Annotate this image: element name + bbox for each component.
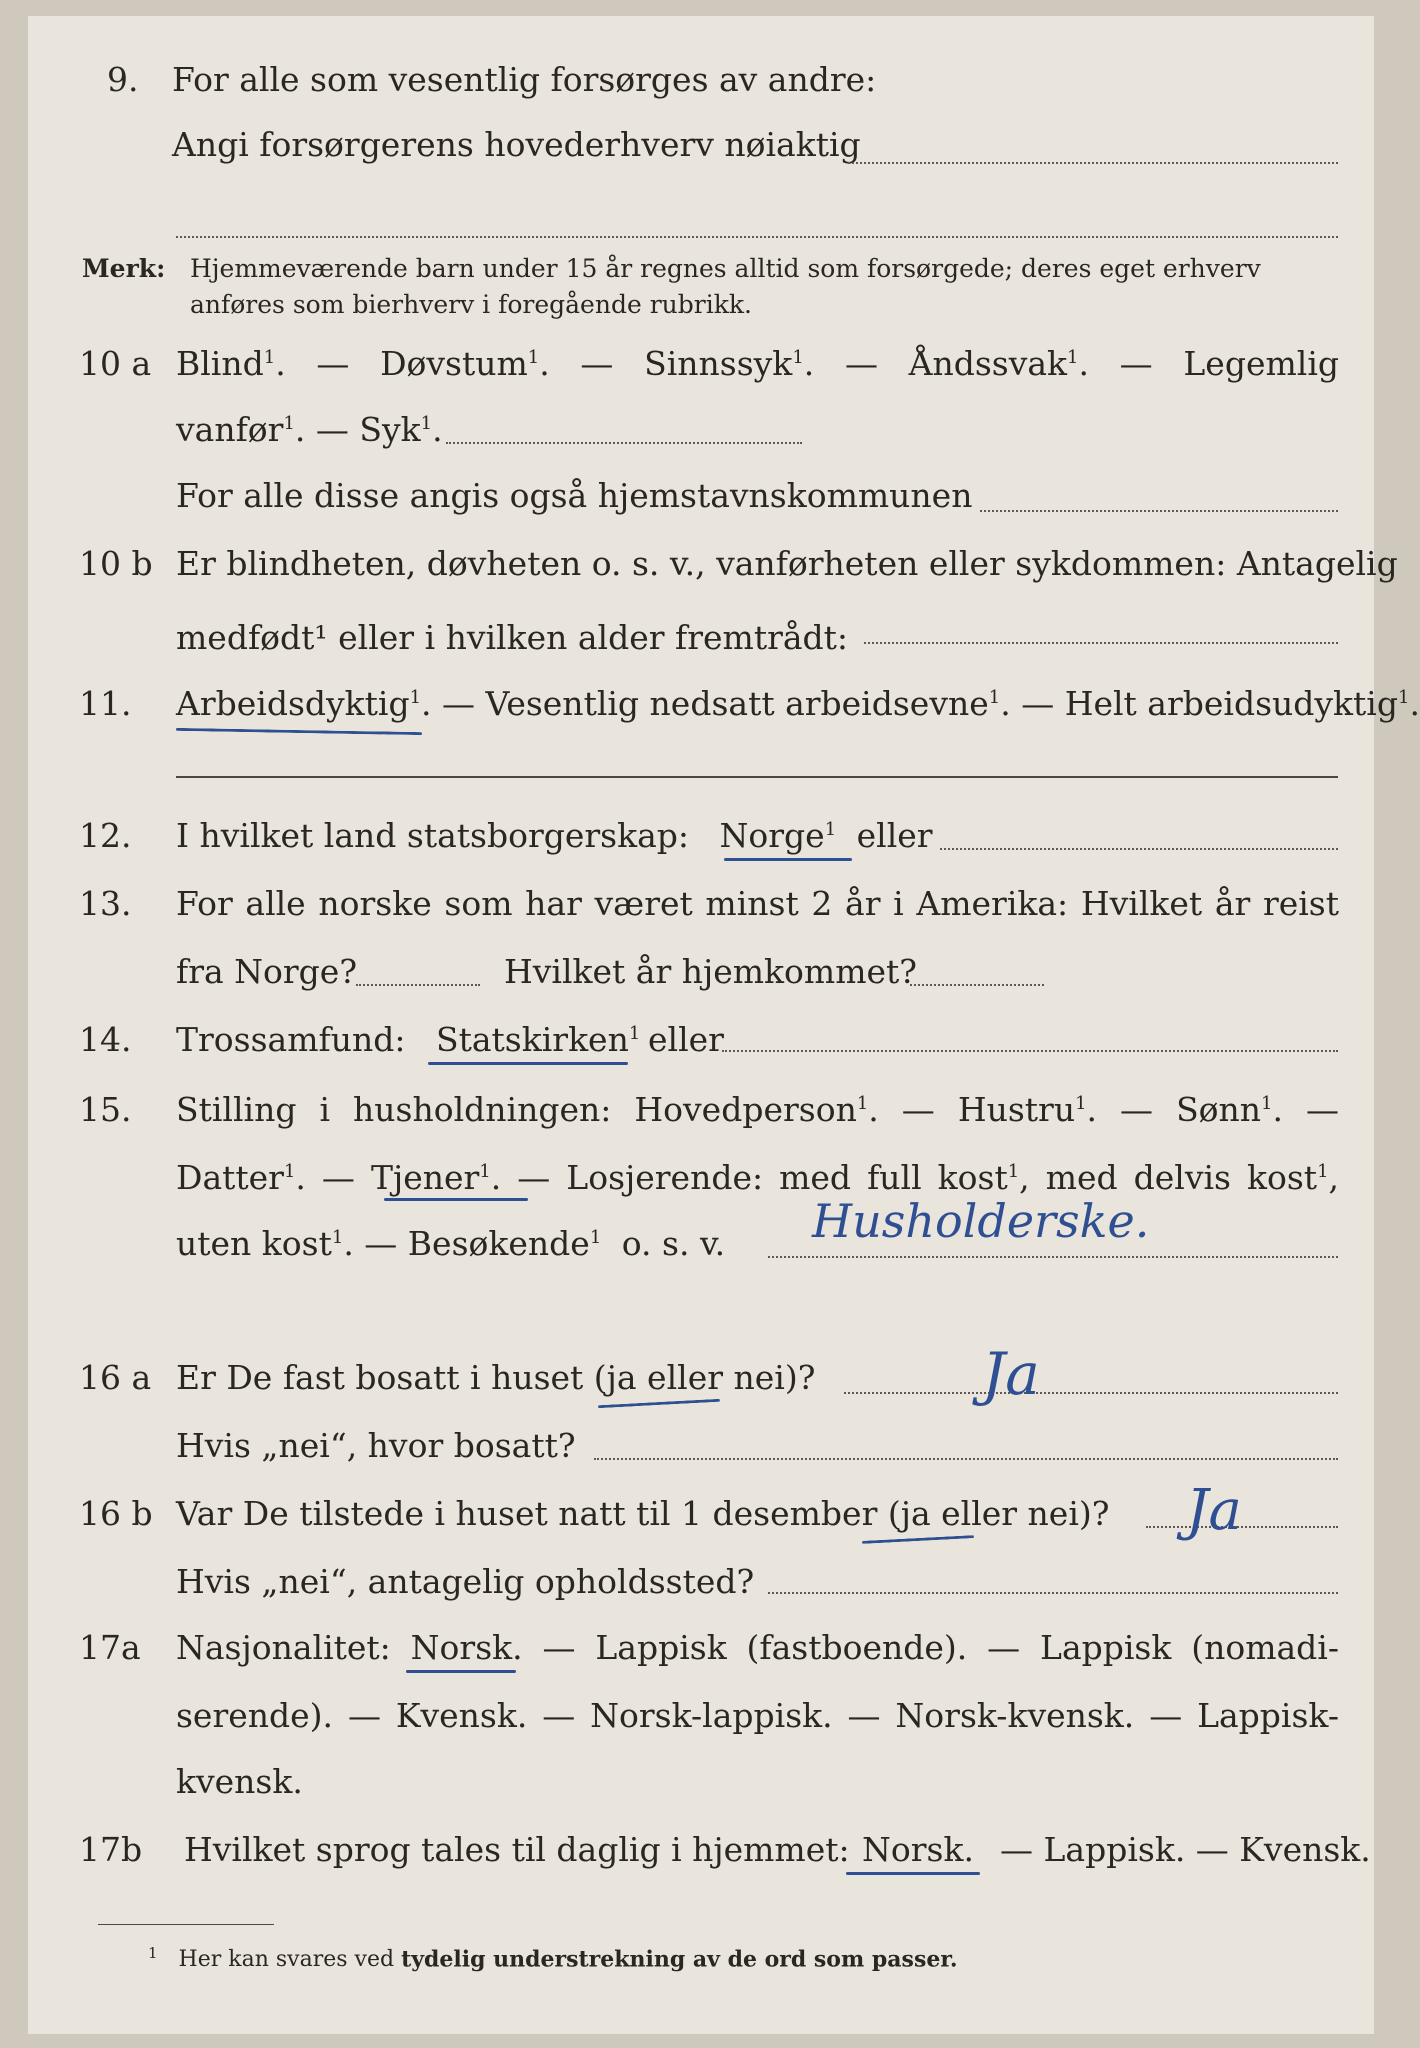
q16a-answer-field[interactable]	[844, 1392, 1338, 1394]
q10a-opt-dovstum[interactable]: Døvstum$^1$.	[380, 344, 550, 383]
q10a-opt-sinnssyk[interactable]: Sinnssyk$^1$.	[644, 344, 815, 383]
q10a-answer-field[interactable]	[446, 442, 802, 444]
q14-label: Trossamfund:	[176, 1020, 406, 1059]
q14-opt-statskirken[interactable]: Statskirken$^1$	[436, 1020, 641, 1059]
q10a-line1: Blind$^1$. — Døvstum$^1$. — Sinnssyk$^1$. — Åndssvak$^1$. — Legemlig	[176, 344, 1339, 383]
q10b-line2: medfødt¹ eller i hvilken alder fremtrådt:	[176, 618, 849, 657]
q16b-handwritten-answer: Ja	[1186, 1478, 1242, 1543]
q17b-number: 17b	[79, 1830, 143, 1869]
q16a-handwritten-answer: Ja	[982, 1340, 1040, 1408]
q15-opt-hustru[interactable]: Hustru$^1$.	[957, 1090, 1098, 1129]
q17b-underline-mark	[846, 1872, 980, 1875]
q12-answer-field[interactable]	[940, 848, 1338, 850]
q17b-rest: — Lappisk. — Kvensk.	[1000, 1830, 1371, 1869]
q15-opt-tjener[interactable]: Tjener$^1$.	[370, 1158, 502, 1197]
q17a-opt-norsk[interactable]: Norsk	[410, 1628, 513, 1667]
q9-answer-field[interactable]	[848, 162, 1338, 164]
q10b-answer-field[interactable]	[864, 642, 1338, 644]
q13-hjem-label: Hvilket år hjemkommet?	[504, 952, 917, 991]
q17a-line1: Nasjonalitet: Norsk. — Lappisk (fastboende). — Lappisk (nomadi-	[176, 1628, 1340, 1667]
q15-opt-hovedperson[interactable]: Hovedperson$^1$.	[634, 1090, 879, 1129]
q16b-number: 16 b	[79, 1494, 153, 1533]
q15-line2: Datter$^1$. — Tjener$^1$. — Losjerende: med full kost$^1$, med delvis kost$^1$,	[176, 1158, 1340, 1197]
q16b-answer-field[interactable]	[1146, 1526, 1338, 1528]
q13-hjem-field[interactable]	[910, 984, 1044, 986]
q9-line1: For alle som vesentlig forsørges av andre:	[172, 60, 877, 99]
q12-line: I hvilket land statsborgerskap: Norge$^1$ eller	[176, 816, 933, 855]
footnote: $^1$ Her kan svares ved tydelig understrekning av de ord som passer.	[148, 1944, 958, 1973]
q15-line1: Stilling i husholdningen: Hovedperson$^1$. — Hustru$^1$. — Sønn$^1$. —	[176, 1090, 1340, 1129]
q13-reist-label: fra Norge?	[176, 952, 358, 991]
q13-number: 13.	[79, 884, 132, 923]
q17b-label: Hvilket sprog tales til daglig i hjemmet:	[184, 1830, 850, 1869]
q17a-line2: serende). — Kvensk. — Norsk-lappisk. — Norsk-kvensk. — Lappisk-	[176, 1696, 1339, 1735]
q16b-line2: Hvis „nei“, antagelig opholdssted?	[176, 1562, 755, 1601]
q15-number: 15.	[79, 1090, 132, 1129]
q17a-line3: kvensk.	[176, 1762, 303, 1801]
q11-answer-line[interactable]	[176, 776, 1338, 778]
q14-underline-mark	[428, 1062, 628, 1065]
q16b-opholdssted-field[interactable]	[768, 1592, 1338, 1594]
q14-number: 14.	[79, 1020, 132, 1059]
q15-line3: uten kost$^1$. — Besøkende$^1$ o. s. v.	[176, 1224, 726, 1263]
footnote-rule	[98, 1924, 274, 1925]
q13-reist-field[interactable]	[356, 984, 480, 986]
q15-opt-sonn[interactable]: Sønn$^1$.	[1176, 1090, 1283, 1129]
q10a-line2: vanfør$^1$. — Syk$^1$.	[176, 410, 443, 449]
q15-opt-fullkost[interactable]: med full kost$^1$,	[779, 1158, 1030, 1197]
q11-opt-nedsatt[interactable]: Vesentlig nedsatt arbeidsevne$^1$.	[485, 684, 1011, 723]
q11-opt-udyktig[interactable]: Helt arbeidsudyktig$^1$.	[1064, 684, 1420, 723]
q11-line: Arbeidsdyktig$^1$. — Vesentlig nedsatt arbeidsevne$^1$. — Helt arbeidsudyktig$^1$.	[176, 684, 1420, 723]
q15-opt-utenkost[interactable]: uten kost$^1$.	[176, 1224, 354, 1263]
q12-underline-mark	[724, 858, 852, 861]
q10a-number: 10 a	[79, 344, 152, 383]
q10b-line1: Er blindheten, døvheten o. s. v., vanførheten eller sykdommen: Antagelig	[176, 544, 1398, 583]
q15-opt-besokende[interactable]: Besøkende$^1$	[407, 1224, 602, 1263]
q9-number: 9.	[107, 60, 139, 99]
q15-opt-datter[interactable]: Datter$^1$.	[176, 1158, 306, 1197]
q16a-number: 16 a	[79, 1358, 152, 1397]
q10a-hjemstavn-field[interactable]	[980, 510, 1338, 512]
q11-number: 11.	[79, 684, 132, 723]
q12-number: 12.	[79, 816, 132, 855]
q13-line1: For alle norske som har været minst 2 år i Amerika: Hvilket år reist	[176, 884, 1339, 923]
q10a-opt-syk[interactable]: Syk$^1$.	[359, 410, 443, 449]
q10a-opt-vanfor[interactable]: vanfør$^1$.	[176, 410, 306, 449]
q10a-opt-andssvak[interactable]: Åndssvak$^1$.	[908, 344, 1089, 383]
merk-line2: anføres som bierhverv i foregående rubrikk.	[190, 290, 752, 319]
q16a-line1: Er De fast bosatt i huset (ja eller nei)?	[176, 1358, 816, 1397]
q15-underline-mark	[384, 1198, 528, 1201]
q9-answer-field-2[interactable]	[176, 236, 1338, 238]
q17a-underline-mark	[406, 1670, 516, 1673]
q16b-line1: Var De tilstede i huset natt til 1 desember (ja eller nei)?	[176, 1494, 1110, 1533]
q14-post: eller	[648, 1020, 724, 1059]
q12-opt-norge[interactable]: Norge$^1$	[719, 816, 837, 855]
q17a-number: 17a	[79, 1628, 141, 1667]
q17b-opt-norsk[interactable]: Norsk.	[862, 1830, 974, 1869]
q10a-opt-blind[interactable]: Blind$^1$.	[176, 344, 286, 383]
q9-line2: Angi forsørgerens hovederhverv nøiaktig	[172, 125, 861, 164]
merk-label: Merk:	[82, 254, 166, 283]
q14-answer-field[interactable]	[722, 1050, 1338, 1052]
q15-handwritten-answer: Husholderske.	[812, 1194, 1150, 1248]
q15-opt-delviskost[interactable]: med delvis kost$^1$,	[1045, 1158, 1340, 1197]
q11-opt-arbeidsdyktig[interactable]: Arbeidsdyktig$^1$.	[176, 684, 432, 723]
q10a-opt-legemlig[interactable]: Legemlig	[1183, 344, 1339, 383]
merk-line1: Hjemmeværende barn under 15 år regnes alltid som forsørgede; deres eget erhverv	[190, 254, 1261, 283]
q15-answer-field[interactable]	[768, 1256, 1338, 1258]
q10b-number: 10 b	[79, 544, 153, 583]
q10a-line3: For alle disse angis også hjemstavnskommunen	[176, 476, 973, 515]
q16a-bosatt-field[interactable]	[594, 1458, 1338, 1460]
q16a-line2: Hvis „nei“, hvor bosatt?	[176, 1426, 576, 1465]
